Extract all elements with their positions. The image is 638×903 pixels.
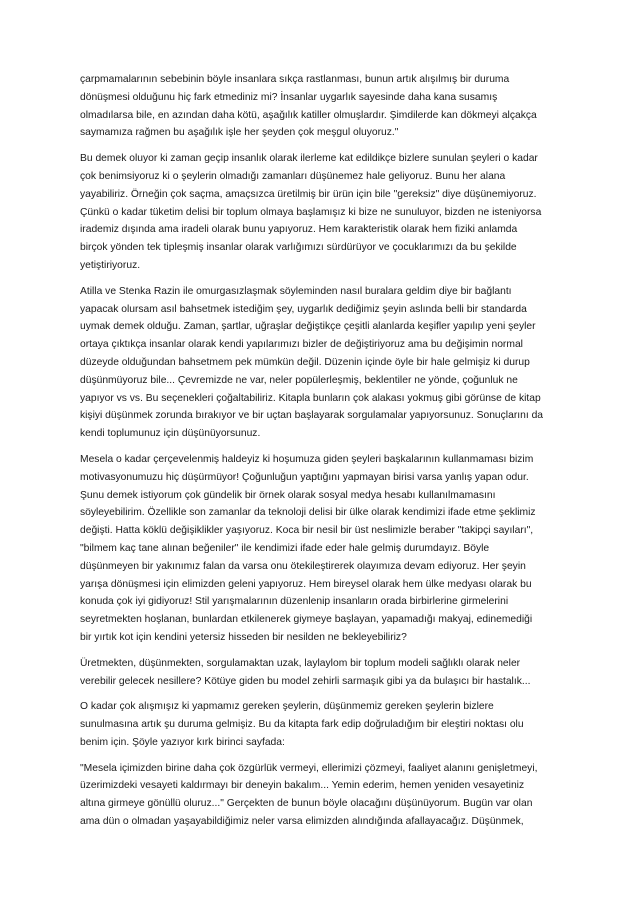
- text-line: üzerimizdeki vesayeti kaldırmayı bir deneyin bakalım... Yemin ederim, hemen yeniden vesayetiniz: [80, 780, 525, 792]
- text-line: çok benimsiyoruz ki o şeylerin olmadığı zamanları düşünemez hale geliyoruz. Bunu her alana: [80, 170, 506, 182]
- text-line: O kadar çok alışmışız ki yapmamız gereken şeylerin, düşünmemiz gereken şeylerin bizlere: [80, 701, 494, 713]
- text-line: düzeyde olduğundan bahsetmem pek mümkün değil. Düzenin içinde öyle bir hale gelmişiz ki durup: [80, 356, 530, 368]
- text-line: dönüşmesi olduğunu hiç fark etmediniz mi? İnsanlar uygarlık sayesinde daha kana susamış: [80, 91, 498, 103]
- text-line: yarışa dönüşmesi için elimizden geleni yapıyoruz. Hem bireysel olarak hem ülke medyası olarak bu: [80, 578, 532, 590]
- text-line: irademiz dışında ama iradeli olarak bunu yapıyoruz. Hem karakteristik olarak hem fiziki anlamda: [80, 224, 518, 236]
- text-line: Mesela o kadar çerçevelenmiş haldeyiz ki hoşumuza giden şeyleri başkalarının kullanmaması bizim: [80, 453, 534, 465]
- text-line: yayabiliriz. Örneğin çok saçma, amaçsızca üretilmiş bir ürün için bile "gereksiz" diye düşünemiyoruz.: [80, 188, 537, 200]
- text-line: düşünmüyoruz bile... Çevremizde ne var, neler popülerleşmiş, beklentiler ne yönde, çoğunluk ne: [80, 374, 518, 386]
- text-line: altına girmeye gönüllü oluruz..." Gerçekten de bunun böyle olacağını düşünüyorum. Bugün var olan: [80, 798, 533, 810]
- text-line: benim için. Şöyle yazıyor kırk birinci sayfada:: [80, 736, 285, 748]
- document-body: [80, 71, 565, 839]
- text-line: Atilla ve Stenka Razin ile omurgasızlaşmak söyleminden nasıl buralara geldim diye bir bağlantı: [80, 285, 512, 297]
- text-line: "bilmem kaç tane alınan beğeniler" ile kendimizi ifade eder hale gelmiş durumdayız. Böyle: [80, 542, 490, 554]
- text-line: çarpmamalarının sebebinin böyle insanlara sıkça rastlanması, bunun artık alışılmış bir duruma: [80, 74, 510, 85]
- text-line: verebilir gelecek nesillere? Kötüye giden bu model zehirli sarmaşık gibi ya da bulaşıcı bir hastalık...: [80, 675, 531, 687]
- text-line: birçok yönden tek tipleşmiş insanlar olarak varlığımızı sürdürüyor ve çocuklarımızı da bu şekilde: [80, 242, 517, 254]
- text-line: Üretmekten, düşünmekten, sorgulamaktan uzak, laylaylom bir toplum modeli sağlıklı olarak neler: [80, 657, 521, 669]
- text-line: söyleyebilirim. Özellikle son zamanlar da teknoloji delisi bir ülke olarak kendimizi ifade etme şeklimiz: [80, 507, 536, 519]
- paragraph: [80, 655, 565, 691]
- paragraph: [80, 698, 565, 751]
- text-line: kendi toplumunuz için düşünüyorsunuz.: [80, 428, 261, 440]
- text-line: ama dün o olmadan yaşayabildiğimiz neler varsa elimizden alındığında afallayacağız. Düşünmek,: [80, 816, 524, 828]
- text-line: yetiştiriyoruz.: [80, 259, 141, 271]
- text-line: yapıyor vs vs. Bu seçenekleri çoğaltabiliriz. Kitapla bunların çok alakası yokmuş gibi görünse de kitap: [80, 392, 541, 404]
- text-line: bir yırtık kot için kendini yetersiz hisseden bir nesilden ne bekleyebiliriz?: [80, 631, 407, 643]
- text-line: sunulmasına artık şu duruma gelmişiz. Bu da kitapta fark edip doğruladığım bir eleştiri noktası olu: [80, 719, 524, 731]
- text-line: konuda çok iyi gidiyoruz! Stil yarışmalarının düzenlenip insanların orada birbirlerine girmelerini: [80, 596, 509, 608]
- text-line: kişiyi düşünmek zorunda bırakıyor ve bir uçtan başlayarak sorgulamalar yapıyorsunuz. Sonuçlarını da: [80, 410, 544, 422]
- text-line: ortaya çıktıkça insanlar olarak kendi yapılarımızı bizler de değiştiriyoruz ama bu değişimin normal: [80, 339, 523, 351]
- text-line: düşünmeyen bir yakınımız falan da varsa onu ötekileştirerek olayımıza devam ediyoruz. Her şeyin: [80, 560, 526, 572]
- text-line: olmadılarsa bile, en azından daha kötü, aşağılık katiller olmuşlardır. Şimdilerde kan dökmeyi alçakça: [80, 109, 537, 121]
- paragraph: [80, 760, 565, 831]
- text-line: uymak demek olduğu. Zaman, şartlar, uğraşlar değiştikçe çeşitli alanlarda keşifler yapılıp yeni şeyler: [80, 321, 536, 333]
- text-line: Çünkü o kadar tüketim delisi bir toplum olmaya başlamışız ki bize ne sunuluyor, bizden ne isteniyorsa: [80, 206, 542, 218]
- text-line: seyretmekten hoşlanan, bunlardan etkilenerek giymeye başlayan, yapamadığı makyaj, edinemediği: [80, 614, 533, 626]
- text-line: yapacak olursam asıl bahsetmek istediğim şey, uygarlık dediğimiz şeyin aslında belli bir standarda: [80, 303, 527, 315]
- paragraph: [80, 283, 565, 443]
- text-line: "Mesela içimizden birine daha çok özgürlük vermeyi, ellerimizi çözmeyi, faaliyet alanını genişletmeyi,: [80, 762, 538, 774]
- paragraph: [80, 451, 565, 647]
- text-line: Şunu demek istiyorum çok gündelik bir örnek olarak sosyal medya hesabı kullanılmamasını: [80, 489, 496, 501]
- paragraph: [80, 71, 565, 142]
- text-line: saymamıza rağmen bu aşağılık işle her şeyden çok meşgul oluyoruz.": [80, 127, 399, 139]
- text-line: motivasyonumuzu hiç düşürmüyor! Çoğunluğun yaptığını yapmayan birisi varsa yanlış yapan odur.: [80, 471, 529, 483]
- text-line: değişti. Hatta köklü değişiklikler yaşıyoruz. Koca bir nesil bir üst neslimizle beraber "takipçi sayıları",: [80, 525, 534, 537]
- text-line: Bu demek oluyor ki zaman geçip insanlık olarak ilerleme kat edildikçe bizlere sunulan şeyleri o kadar: [80, 153, 538, 165]
- paragraph: [80, 150, 565, 275]
